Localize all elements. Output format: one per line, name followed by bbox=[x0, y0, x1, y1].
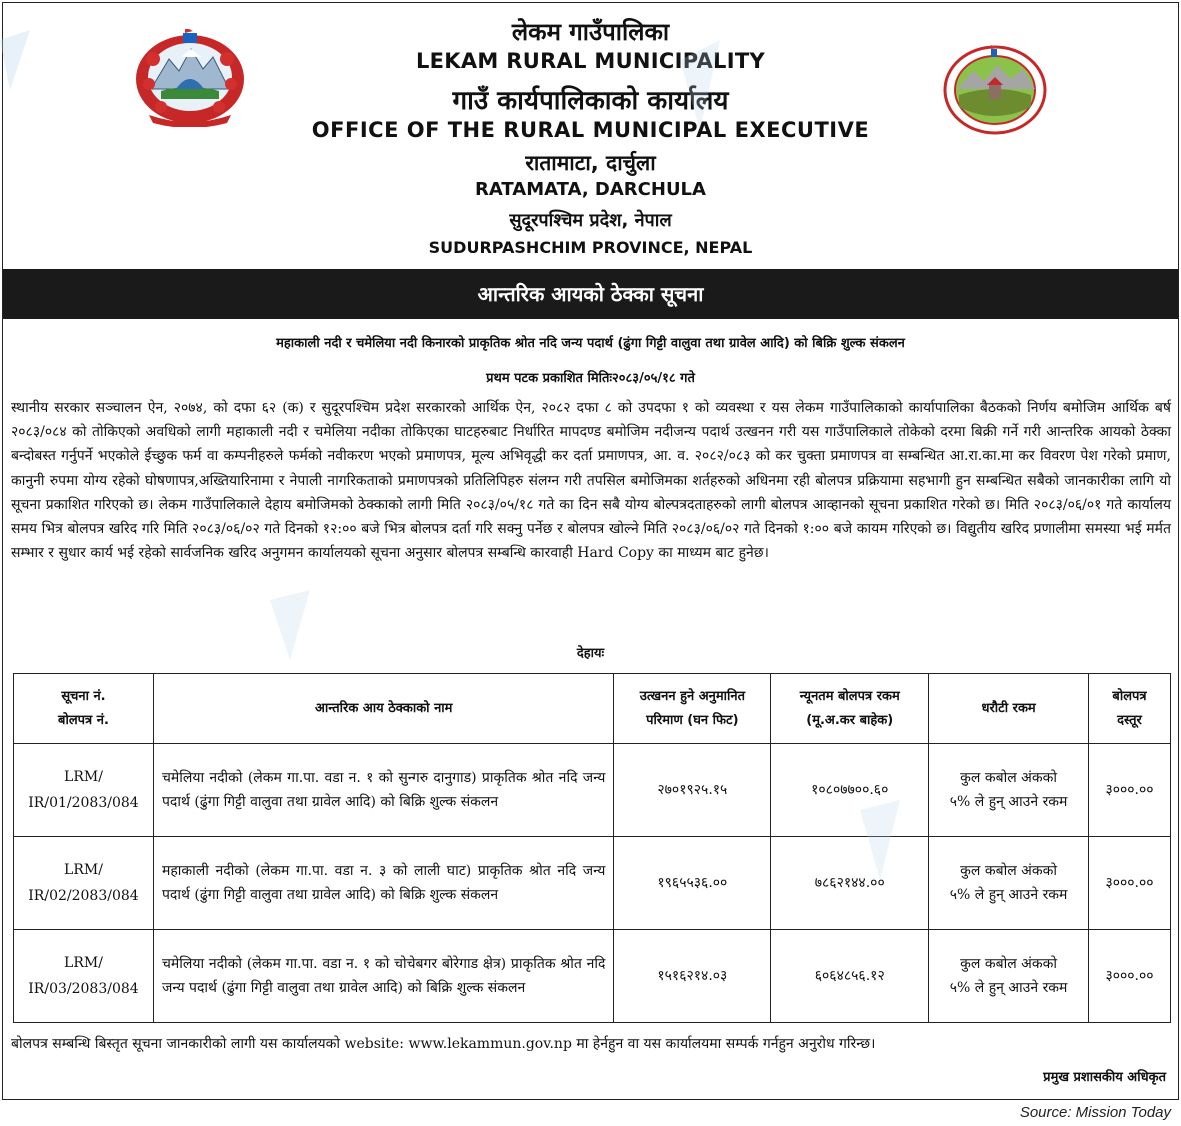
header-min-line1: न्यूनतम बोलपत्र रकम bbox=[799, 688, 900, 704]
notice-subject: महाकाली नदी र चमेलिया नदी किनारको प्राकृतिक श्रोत नदि जन्य पदार्थ (ढुंगा गिट्टी वालुवा तथा ग्रावेल आदि) को बिक्रि शुल्क संकलन bbox=[276, 336, 905, 351]
deposit-line1: कुल कबोल अंकको bbox=[960, 956, 1058, 972]
notice-body: स्थानीय सरकार सञ्चालन ऐन, २०७४, को दफा ६२ (क) र सुदूरपश्चिम प्रदेश सरकारको आर्थिक ऐन, २०८२ दफा ८ को उपदफा १ को व्यवस्था र यस लेकम गाउँपालिकाको कार्यापालिका बैठकको निर्णय बमोजिम आर्थिक बर्ष २०८३/०८४ को तोकिएको अवधिको लागी महाकाली नदी र चमेलिया नदीका तोकिएका घाटहरुबाट निर्धारित मापदण्ड बमोजिम नदीजन्य पदार्थ उत्खनन गरी यस गाउँपालिकाले तोकेको दरमा बिक्री गर्ने गरी आन्तरिक आयको ठेक्का बन्दोबस्त गर्नुपर्ने भएकोले ईच्छुक फर्म वा कम्पनीहरुले फर्मको नवीकरण भएको प्रमाणपत्र, मूल्य अभिवृद्धी कर दर्ता प्रमाणपत्र, आ. व. २०८२/०८३ को कर चुक्ता प्रमाणपत्र वा सम्बन्धित आ.रा.का.मा कर विवरण पेश गरेको प्रमाण, कानुनी रुपमा योग्य रहेको घोषणापत्र,अख्तियारिनामा र नेपाली नागरिकताको प्रमाणपत्रको प्रतिलिपिहरु संलग्न गरी तपसिल बमोजिमका शर्तहरुको अधिनमा रही बोलपत्र प्रक्रियामा सहभागी हुन सम्बन्धित सबैको जानकारीका लागि यो सूचना प्रकाशित गरिएको छ। लेकम गाउँपालिकाले देहाय बमोजिमको ठेक्काको लागी मिति २०८३/०५/१८ गते का दिन सबै योग्य बोल्पत्रदताहरुको लागी बोलपत्र आव्हानको सूचना प्रकाशित गरेको छ। मिति २०८३/०६/०१ गते कार्यालय समय भित्र बोलपत्र खरिद गरि मिति २०८३/०६/०२ गते दिनको १२:०० बजे भित्र बोलपत्र दर्ता गरि सक्नु पर्नेछ र बोलपत्र खोल्ने मिति २०८३/०६/०२ गते दिनको १:०० बजे कायम गरिएको छ। विद्युतीय खरिद प्रणालीमा समस्या भई मर्मत सम्भार र सुधार कार्य भई रहेको सार्वजनिक खरिद अनुगमन कार्यालयको सूचना अनुसार बोलपत्र सम्बन्धि कारवाही Hard Copy का माध्यम बाट हुनेछ। bbox=[11, 400, 1171, 562]
office-name-en: OFFICE OF THE RURAL MUNICIPAL EXECUTIVE bbox=[311, 118, 870, 142]
schedule-heading: देहायः bbox=[576, 646, 605, 661]
header-ref-line1: सूचना नं. bbox=[61, 688, 106, 704]
header-ref-line2: बोलपत्र नं. bbox=[58, 712, 109, 728]
ref-line1: LRM/ bbox=[64, 862, 103, 878]
deposit-line2: ५% ले हुन् आउने रकम bbox=[949, 887, 1068, 903]
ref-line2: IR/03/2083/084 bbox=[28, 981, 139, 997]
deposit-line1: कुल कबोल अंकको bbox=[960, 863, 1058, 879]
row-quantity: १५१६२१४.०३ bbox=[614, 930, 771, 1023]
source-credit: Source: Mission Today bbox=[1019, 1104, 1171, 1121]
deposit-line2: ५% ले हुन् आउने रकम bbox=[949, 794, 1068, 810]
row-name: चमेलिया नदीको (लेकम गा.पा. वडा न. १ को चोचेबगर बोरेगाड क्षेत्र) प्राकृतिक श्रोत नदि जन्य पदार्थ (ढुंगा गिट्टी वालुवा तथा ग्रावेल आदि) को बिक्रि शुल्क संकलन bbox=[153, 930, 613, 1023]
row-fee: ३०००.०० bbox=[1089, 930, 1171, 1023]
header-fee-line1: बोलपत्र bbox=[1112, 688, 1147, 704]
row-deposit bbox=[929, 837, 1089, 930]
deposit-line2: ५% ले हुन् आउने रकम bbox=[949, 980, 1068, 996]
header-fee-line2: दस्तूर bbox=[1117, 712, 1142, 728]
row-ref bbox=[14, 837, 154, 930]
tender-table bbox=[13, 673, 1171, 1023]
row-quantity: २७०१९२५.१५ bbox=[614, 744, 771, 837]
letterhead bbox=[3, 3, 1178, 267]
location-np: रातामाटा, दार्चुला bbox=[525, 151, 656, 175]
row-min-amount: १०८०७७००.६० bbox=[771, 744, 929, 837]
province-en: SUDURPASHCHIM PROVINCE, NEPAL bbox=[428, 238, 753, 257]
row-fee: ३०००.०० bbox=[1089, 837, 1171, 930]
tender-notice bbox=[2, 2, 1179, 1100]
header-ref bbox=[14, 674, 154, 744]
header-min-amount bbox=[771, 674, 929, 744]
table-row bbox=[14, 930, 1171, 1023]
municipality-name-np: लेकम गाउँपालिका bbox=[511, 18, 670, 46]
signatory: प्रमुख प्रशासकीय अधिकृत bbox=[1043, 1070, 1166, 1085]
row-quantity: १९६५५३६.०० bbox=[614, 837, 771, 930]
table-header-row bbox=[14, 674, 1171, 744]
province-np: सुदूरपश्चिम प्रदेश, नेपाल bbox=[509, 210, 672, 231]
deposit-line1: कुल कबोल अंकको bbox=[960, 770, 1058, 786]
row-min-amount: ७८६२१४४.०० bbox=[771, 837, 929, 930]
row-fee: ३०००.०० bbox=[1089, 744, 1171, 837]
row-min-amount: ६०६४८५६.१२ bbox=[771, 930, 929, 1023]
table-row bbox=[14, 744, 1171, 837]
ref-line2: IR/02/2083/084 bbox=[28, 888, 139, 904]
row-ref bbox=[14, 930, 154, 1023]
published-date: प्रथम पटक प्रकाशित मितिः२०८३/०५/१८ गते bbox=[486, 371, 695, 386]
notice-title: आन्तरिक आयको ठेक्का सूचना bbox=[3, 269, 1178, 319]
row-deposit bbox=[929, 930, 1089, 1023]
table-row bbox=[14, 837, 1171, 930]
website-note: बोलपत्र सम्बन्धि बिस्तृत सूचना जानकारीको लागी यस कार्यालयको website: www.lekammun.gov.np मा हेर्नहुन वा यस कार्यालयमा सम्पर्क गर्नहुन अनुरोध गरिन्छ। bbox=[11, 1036, 876, 1052]
location-en: RATAMATA, DARCHULA bbox=[475, 179, 706, 200]
header-min-line2: (मू.अ.कर बाहेक) bbox=[806, 712, 894, 728]
ref-line1: LRM/ bbox=[64, 955, 103, 971]
ref-line1: LRM/ bbox=[64, 769, 103, 785]
row-name: चमेलिया नदीको (लेकम गा.पा. वडा न. १ को सुन्गरु दानुगाड) प्राकृतिक श्रोत नदि जन्य पदार्थ (ढुंगा गिट्टी वालुवा तथा ग्रावेल आदि) को बिक्रि शुल्क संकलन bbox=[153, 744, 613, 837]
header-qty-line1: उत्खनन हुने अनुमानित bbox=[639, 688, 745, 704]
header-qty-line2: परिमाण (घन फिट) bbox=[646, 712, 739, 728]
header-quantity bbox=[614, 674, 771, 744]
row-ref bbox=[14, 744, 154, 837]
office-name-np: गाउँ कार्यपालिकाको कार्यालय bbox=[452, 86, 729, 116]
row-deposit bbox=[929, 744, 1089, 837]
municipality-name-en: LEKAM RURAL MUNICIPALITY bbox=[415, 49, 765, 73]
header-fee bbox=[1089, 674, 1171, 744]
row-name: महाकाली नदीको (लेकम गा.पा. वडा न. ३ को लाली घाट) प्राकृतिक श्रोत नदि जन्य पदार्थ (ढुंगा गिट्टी वालुवा तथा ग्रावेल आदि) को बिक्रि शुल्क संकलन bbox=[153, 837, 613, 930]
header-deposit: धरौटी रकम bbox=[929, 674, 1089, 744]
header-name: आन्तरिक आय ठेक्काको नाम bbox=[153, 674, 613, 744]
ref-line2: IR/01/2083/084 bbox=[28, 795, 139, 811]
